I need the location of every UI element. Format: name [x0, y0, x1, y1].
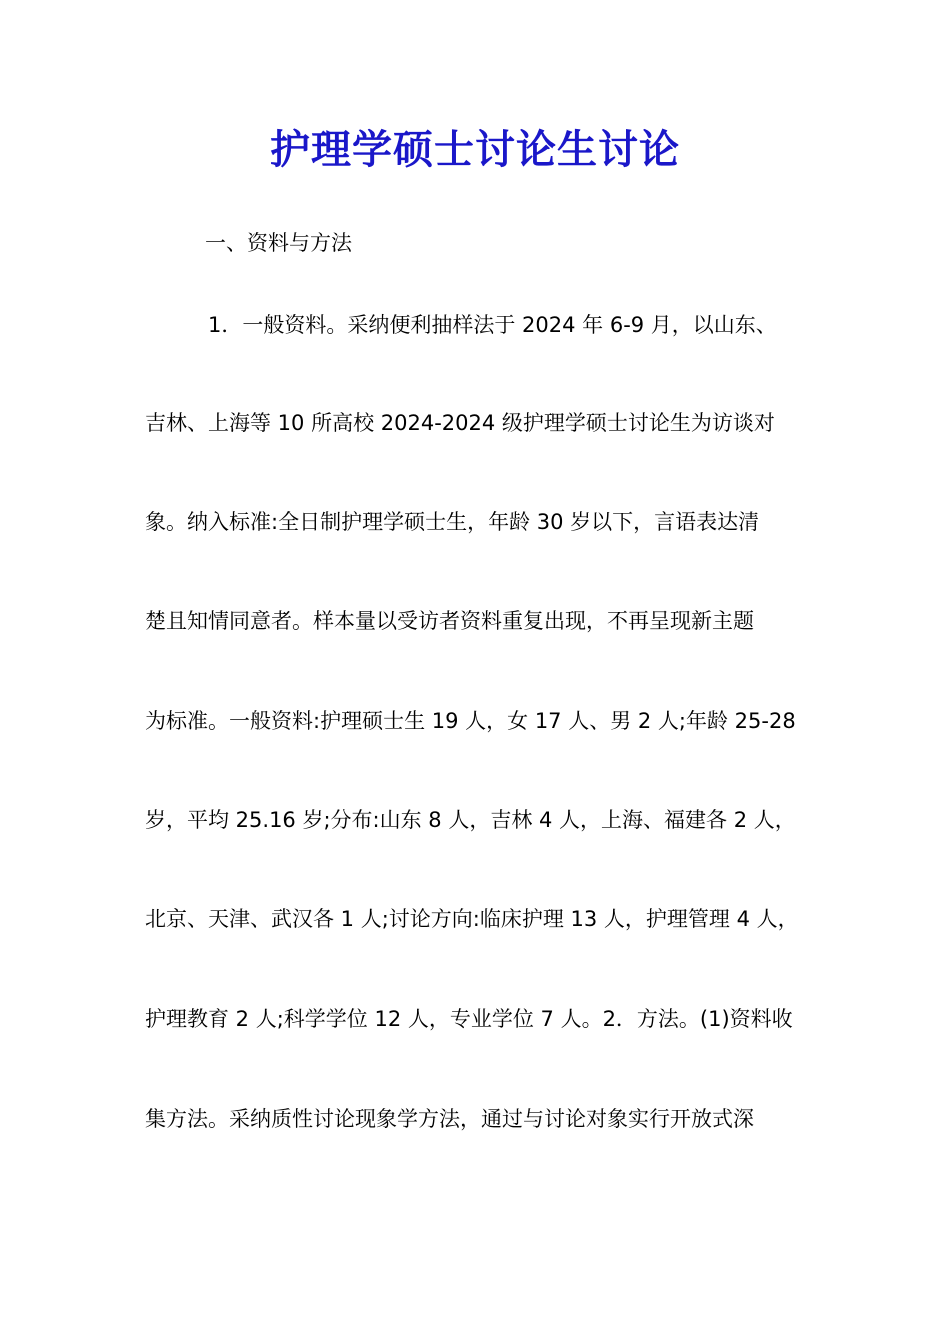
- paragraph-line: 北京、天津、武汉各 1 人;讨论方向:临床护理 13 人，护理管理 4 人，: [145, 907, 799, 931]
- paragraph-line: 吉林、上海等 10 所高校 2024-2024 级护理学硕士讨论生为访谈对: [145, 411, 775, 435]
- document-title: 护理学硕士讨论生讨论: [270, 126, 680, 173]
- paragraph-line: 集方法。采纳质性讨论现象学方法，通过与讨论对象实行开放式深: [145, 1107, 754, 1131]
- paragraph-line: 护理教育 2 人;科学学位 12 人，专业学位 7 人。2．方法。(1)资料收: [145, 1007, 793, 1031]
- section-heading: 一、资料与方法: [205, 231, 352, 255]
- paragraph-line: 为标准。一般资料:护理硕士生 19 人，女 17 人、男 2 人;年龄 25-28: [145, 709, 796, 733]
- paragraph-line: 象。纳入标准:全日制护理学硕士生，年龄 30 岁以下，言语表达清: [145, 510, 760, 534]
- paragraph-line: 1．一般资料。采纳便利抽样法于 2024 年 6-9 月，以山东、: [208, 313, 777, 337]
- paragraph-line: 楚且知情同意者。样本量以受访者资料重复出现，不再呈现新主题: [145, 609, 754, 633]
- paragraph-line: 岁，平均 25.16 岁;分布:山东 8 人，吉林 4 人，上海、福建各 2 人，: [145, 808, 796, 832]
